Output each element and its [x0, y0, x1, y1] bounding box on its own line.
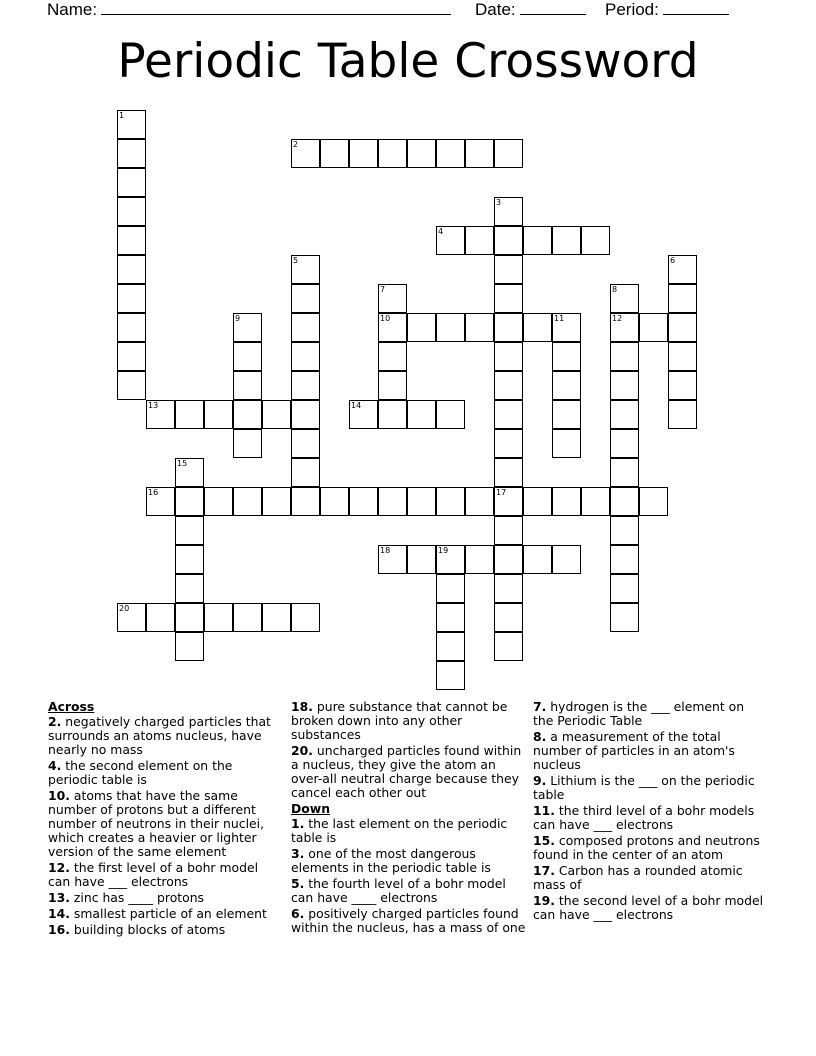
clue-item [291, 907, 526, 935]
grid-cell[interactable] [523, 313, 552, 342]
grid-cell[interactable] [291, 342, 320, 371]
grid-cell[interactable] [610, 545, 639, 574]
clue-item-number: 3. [291, 846, 305, 861]
clue-item-text: Carbon has a rounded atomic mass of [533, 863, 743, 892]
grid-cell[interactable] [436, 139, 465, 168]
grid-cell[interactable] [262, 487, 291, 516]
grid-cell[interactable] [407, 545, 436, 574]
grid-cell[interactable] [349, 139, 378, 168]
grid-cell[interactable] [494, 255, 523, 284]
grid-cell[interactable] [494, 429, 523, 458]
name-label: Name: [47, 0, 98, 19]
grid-cell[interactable] [291, 255, 320, 284]
grid-cell[interactable] [465, 545, 494, 574]
clue-item [48, 861, 283, 889]
clues-column-1 [48, 700, 283, 939]
grid-cell[interactable] [233, 487, 262, 516]
clue-item-text: the last element on the periodic table is [291, 816, 508, 845]
clue-item [291, 847, 526, 875]
clue-number: 20 [119, 604, 130, 613]
grid-cell[interactable] [581, 487, 610, 516]
clue-item-text: hydrogen is the ___ element on the Periodic Table [533, 699, 745, 728]
grid-cell[interactable] [233, 400, 262, 429]
grid-cell[interactable] [175, 632, 204, 661]
clue-item-text: the third level of a bohr models can have ___ electrons [533, 803, 755, 832]
grid-cell[interactable] [610, 313, 639, 342]
grid-cell[interactable] [494, 603, 523, 632]
clue-item-number: 19. [533, 893, 555, 908]
grid-cell[interactable] [204, 400, 233, 429]
grid-cell[interactable] [117, 226, 146, 255]
grid-cell[interactable] [378, 342, 407, 371]
grid-cell[interactable] [117, 603, 146, 632]
clue-item-number: 15. [533, 833, 555, 848]
clue-number: 13 [148, 401, 159, 410]
grid-cell[interactable] [610, 574, 639, 603]
clue-item-number: 16. [48, 922, 70, 937]
grid-cell[interactable] [494, 574, 523, 603]
grid-cell[interactable] [146, 487, 175, 516]
grid-cell[interactable] [668, 255, 697, 284]
grid-cell[interactable] [436, 632, 465, 661]
clue-item [533, 834, 768, 862]
grid-cell[interactable] [117, 313, 146, 342]
grid-cell[interactable] [552, 313, 581, 342]
clue-item [533, 804, 768, 832]
grid-cell[interactable] [320, 139, 349, 168]
clue-item [48, 891, 283, 905]
grid-cell[interactable] [436, 603, 465, 632]
clue-number: 15 [177, 459, 188, 468]
grid-cell[interactable] [668, 342, 697, 371]
grid-cell[interactable] [639, 313, 668, 342]
clue-item-text: composed protons and neutrons found in the center of an atom [533, 833, 760, 862]
grid-cell[interactable] [233, 342, 262, 371]
clue-item-number: 6. [291, 906, 305, 921]
grid-cell[interactable] [552, 400, 581, 429]
clue-item-number: 1. [291, 816, 305, 831]
grid-cell[interactable] [523, 545, 552, 574]
grid-cell[interactable] [378, 313, 407, 342]
clue-number: 18 [380, 546, 391, 555]
grid-cell[interactable] [378, 400, 407, 429]
grid-cell[interactable] [436, 661, 465, 690]
clue-item-text: the second element on the periodic table is [48, 758, 233, 787]
grid-cell[interactable] [175, 400, 204, 429]
grid-cell[interactable] [349, 400, 378, 429]
grid-cell[interactable] [668, 313, 697, 342]
grid-cell[interactable] [204, 487, 233, 516]
grid-cell[interactable] [610, 487, 639, 516]
clue-item-text: the fourth level of a bohr model can have ____ electrons [291, 876, 506, 905]
grid-cell[interactable] [494, 632, 523, 661]
grid-cell[interactable] [552, 429, 581, 458]
clue-item [48, 759, 283, 787]
clue-item [291, 817, 526, 845]
grid-cell[interactable] [436, 400, 465, 429]
clue-item-text: atoms that have the same number of protons but a different number of neutrons in their nuclei, which creates a heavier or lighter version of the same element [48, 788, 265, 859]
grid-cell[interactable] [175, 458, 204, 487]
grid-cell[interactable] [175, 603, 204, 632]
page-title: Periodic Table Crossword [117, 34, 699, 89]
grid-cell[interactable] [610, 429, 639, 458]
grid-cell[interactable] [494, 458, 523, 487]
grid-cell[interactable] [436, 226, 465, 255]
clue-item [48, 907, 283, 921]
grid-cell[interactable] [494, 545, 523, 574]
grid-cell[interactable] [610, 284, 639, 313]
grid-cell[interactable] [581, 226, 610, 255]
clue-number: 8 [612, 285, 618, 294]
clue-item [533, 774, 768, 802]
clue-number: 10 [380, 314, 391, 323]
clue-number: 6 [670, 256, 676, 265]
grid-cell[interactable] [407, 400, 436, 429]
clue-item-number: 14. [48, 906, 70, 921]
grid-cell[interactable] [291, 429, 320, 458]
clue-item-number: 8. [533, 729, 547, 744]
clue-item-number: 20. [291, 743, 313, 758]
grid-cell[interactable] [233, 313, 262, 342]
grid-cell[interactable] [407, 139, 436, 168]
clue-item [48, 923, 283, 937]
grid-cell[interactable] [552, 487, 581, 516]
grid-cell[interactable] [146, 400, 175, 429]
grid-cell[interactable] [291, 458, 320, 487]
clue-number: 3 [496, 198, 502, 207]
clue-number: 17 [496, 488, 507, 497]
grid-cell[interactable] [117, 110, 146, 139]
grid-cell[interactable] [465, 487, 494, 516]
clue-item-number: 7. [533, 699, 547, 714]
grid-cell[interactable] [378, 487, 407, 516]
grid-cell[interactable] [668, 400, 697, 429]
clue-number: 7 [380, 285, 386, 294]
clue-item [533, 730, 768, 772]
grid-cell[interactable] [291, 371, 320, 400]
clues-column-3 [533, 700, 768, 924]
clue-number: 14 [351, 401, 362, 410]
clue-section-heading: Down [291, 801, 331, 816]
clue-number: 9 [235, 314, 241, 323]
period-label: Period: [605, 0, 659, 19]
clue-number: 5 [293, 256, 299, 265]
grid-cell[interactable] [117, 139, 146, 168]
grid-cell[interactable] [494, 400, 523, 429]
grid-cell[interactable] [146, 603, 175, 632]
grid-cell[interactable] [494, 371, 523, 400]
clue-item-text: smallest particle of an element [69, 906, 267, 921]
grid-cell[interactable] [494, 284, 523, 313]
clue-item [48, 789, 283, 859]
clue-item-number: 11. [533, 803, 555, 818]
grid-cell[interactable] [175, 574, 204, 603]
grid-cell[interactable] [378, 139, 407, 168]
grid-cell[interactable] [117, 284, 146, 313]
grid-cell[interactable] [494, 342, 523, 371]
clue-number: 12 [612, 314, 623, 323]
clue-item-number: 5. [291, 876, 305, 891]
grid-cell[interactable] [291, 603, 320, 632]
clue-number: 19 [438, 546, 449, 555]
grid-cell[interactable] [291, 313, 320, 342]
clue-item-text: a measurement of the total number of particles in an atom's nucleus [533, 729, 735, 772]
clue-number: 11 [554, 314, 565, 323]
clue-number: 2 [293, 140, 299, 149]
clue-item [533, 864, 768, 892]
grid-cell[interactable] [291, 284, 320, 313]
grid-cell[interactable] [465, 313, 494, 342]
clue-item [533, 894, 768, 922]
clue-item-number: 18. [291, 699, 313, 714]
grid-cell[interactable] [552, 545, 581, 574]
grid-cell[interactable] [407, 487, 436, 516]
grid-cell[interactable] [610, 458, 639, 487]
grid-cell[interactable] [175, 545, 204, 574]
clue-item-text: pure substance that cannot be broken down into any other substances [291, 699, 508, 742]
clue-item-text: uncharged particles found within a nucleus, they give the atom an over-all neutral charge because they cancel each other out [291, 743, 522, 800]
clue-item [291, 700, 526, 742]
grid-cell[interactable] [175, 516, 204, 545]
grid-cell[interactable] [291, 487, 320, 516]
grid-cell[interactable] [262, 603, 291, 632]
clue-number: 4 [438, 227, 444, 236]
grid-cell[interactable] [465, 139, 494, 168]
grid-cell[interactable] [407, 313, 436, 342]
grid-cell[interactable] [668, 284, 697, 313]
clue-item-number: 2. [48, 714, 62, 729]
grid-cell[interactable] [117, 371, 146, 400]
grid-cell[interactable] [610, 371, 639, 400]
clues-column-2 [291, 700, 526, 937]
clue-item [291, 877, 526, 905]
date-label: Date: [475, 0, 516, 19]
grid-cell[interactable] [494, 487, 523, 516]
clue-item-number: 10. [48, 788, 70, 803]
grid-cell[interactable] [378, 284, 407, 313]
grid-cell[interactable] [494, 139, 523, 168]
clue-item-text: building blocks of atoms [69, 922, 226, 937]
grid-cell[interactable] [465, 226, 494, 255]
grid-cell[interactable] [552, 371, 581, 400]
grid-cell[interactable] [494, 197, 523, 226]
grid-cell[interactable] [610, 342, 639, 371]
grid-cell[interactable] [436, 545, 465, 574]
clue-item [533, 700, 768, 728]
grid-cell[interactable] [291, 400, 320, 429]
grid-cell[interactable] [233, 429, 262, 458]
grid-cell[interactable] [610, 603, 639, 632]
grid-cell[interactable] [233, 371, 262, 400]
grid-cell[interactable] [436, 574, 465, 603]
clue-item-text: zinc has ____ protons [69, 890, 205, 905]
clue-number: 1 [119, 111, 125, 120]
clue-item-number: 17. [533, 863, 555, 878]
grid-cell[interactable] [262, 400, 291, 429]
clue-item-number: 4. [48, 758, 62, 773]
grid-cell[interactable] [291, 139, 320, 168]
clue-item-text: one of the most dangerous elements in the periodic table is [291, 846, 491, 875]
grid-cell[interactable] [117, 168, 146, 197]
grid-cell[interactable] [320, 487, 349, 516]
grid-cell[interactable] [494, 516, 523, 545]
grid-cell[interactable] [552, 226, 581, 255]
clue-item-text: negatively charged particles that surrounds an atoms nucleus, have nearly no mass [48, 714, 271, 757]
grid-cell[interactable] [436, 487, 465, 516]
grid-cell[interactable] [378, 545, 407, 574]
clue-item-text: the second level of a bohr model can have ___ electrons [533, 893, 764, 922]
clue-item-number: 9. [533, 773, 547, 788]
grid-cell[interactable] [523, 487, 552, 516]
clue-item-number: 13. [48, 890, 70, 905]
grid-cell[interactable] [117, 342, 146, 371]
grid-cell[interactable] [233, 603, 262, 632]
grid-cell[interactable] [117, 255, 146, 284]
grid-cell[interactable] [349, 487, 378, 516]
grid-cell[interactable] [639, 487, 668, 516]
grid-cell[interactable] [668, 371, 697, 400]
clue-item [48, 715, 283, 757]
clue-item-text: positively charged particles found within the nucleus, has a mass of one [291, 906, 526, 935]
grid-cell[interactable] [436, 313, 465, 342]
grid-cell[interactable] [494, 313, 523, 342]
grid-cell[interactable] [610, 400, 639, 429]
clue-item-text: Lithium is the ___ on the periodic table [533, 773, 755, 802]
clue-item-text: the first level of a bohr model can have ___ electrons [48, 860, 259, 889]
clue-section-heading: Across [48, 699, 95, 714]
grid-cell[interactable] [117, 197, 146, 226]
clue-number: 16 [148, 488, 159, 497]
grid-cell[interactable] [204, 603, 233, 632]
grid-cell[interactable] [378, 371, 407, 400]
grid-cell[interactable] [552, 342, 581, 371]
clue-item [291, 744, 526, 800]
grid-cell[interactable] [610, 516, 639, 545]
grid-cell[interactable] [523, 226, 552, 255]
grid-cell[interactable] [175, 487, 204, 516]
grid-cell[interactable] [494, 226, 523, 255]
clue-item-number: 12. [48, 860, 70, 875]
